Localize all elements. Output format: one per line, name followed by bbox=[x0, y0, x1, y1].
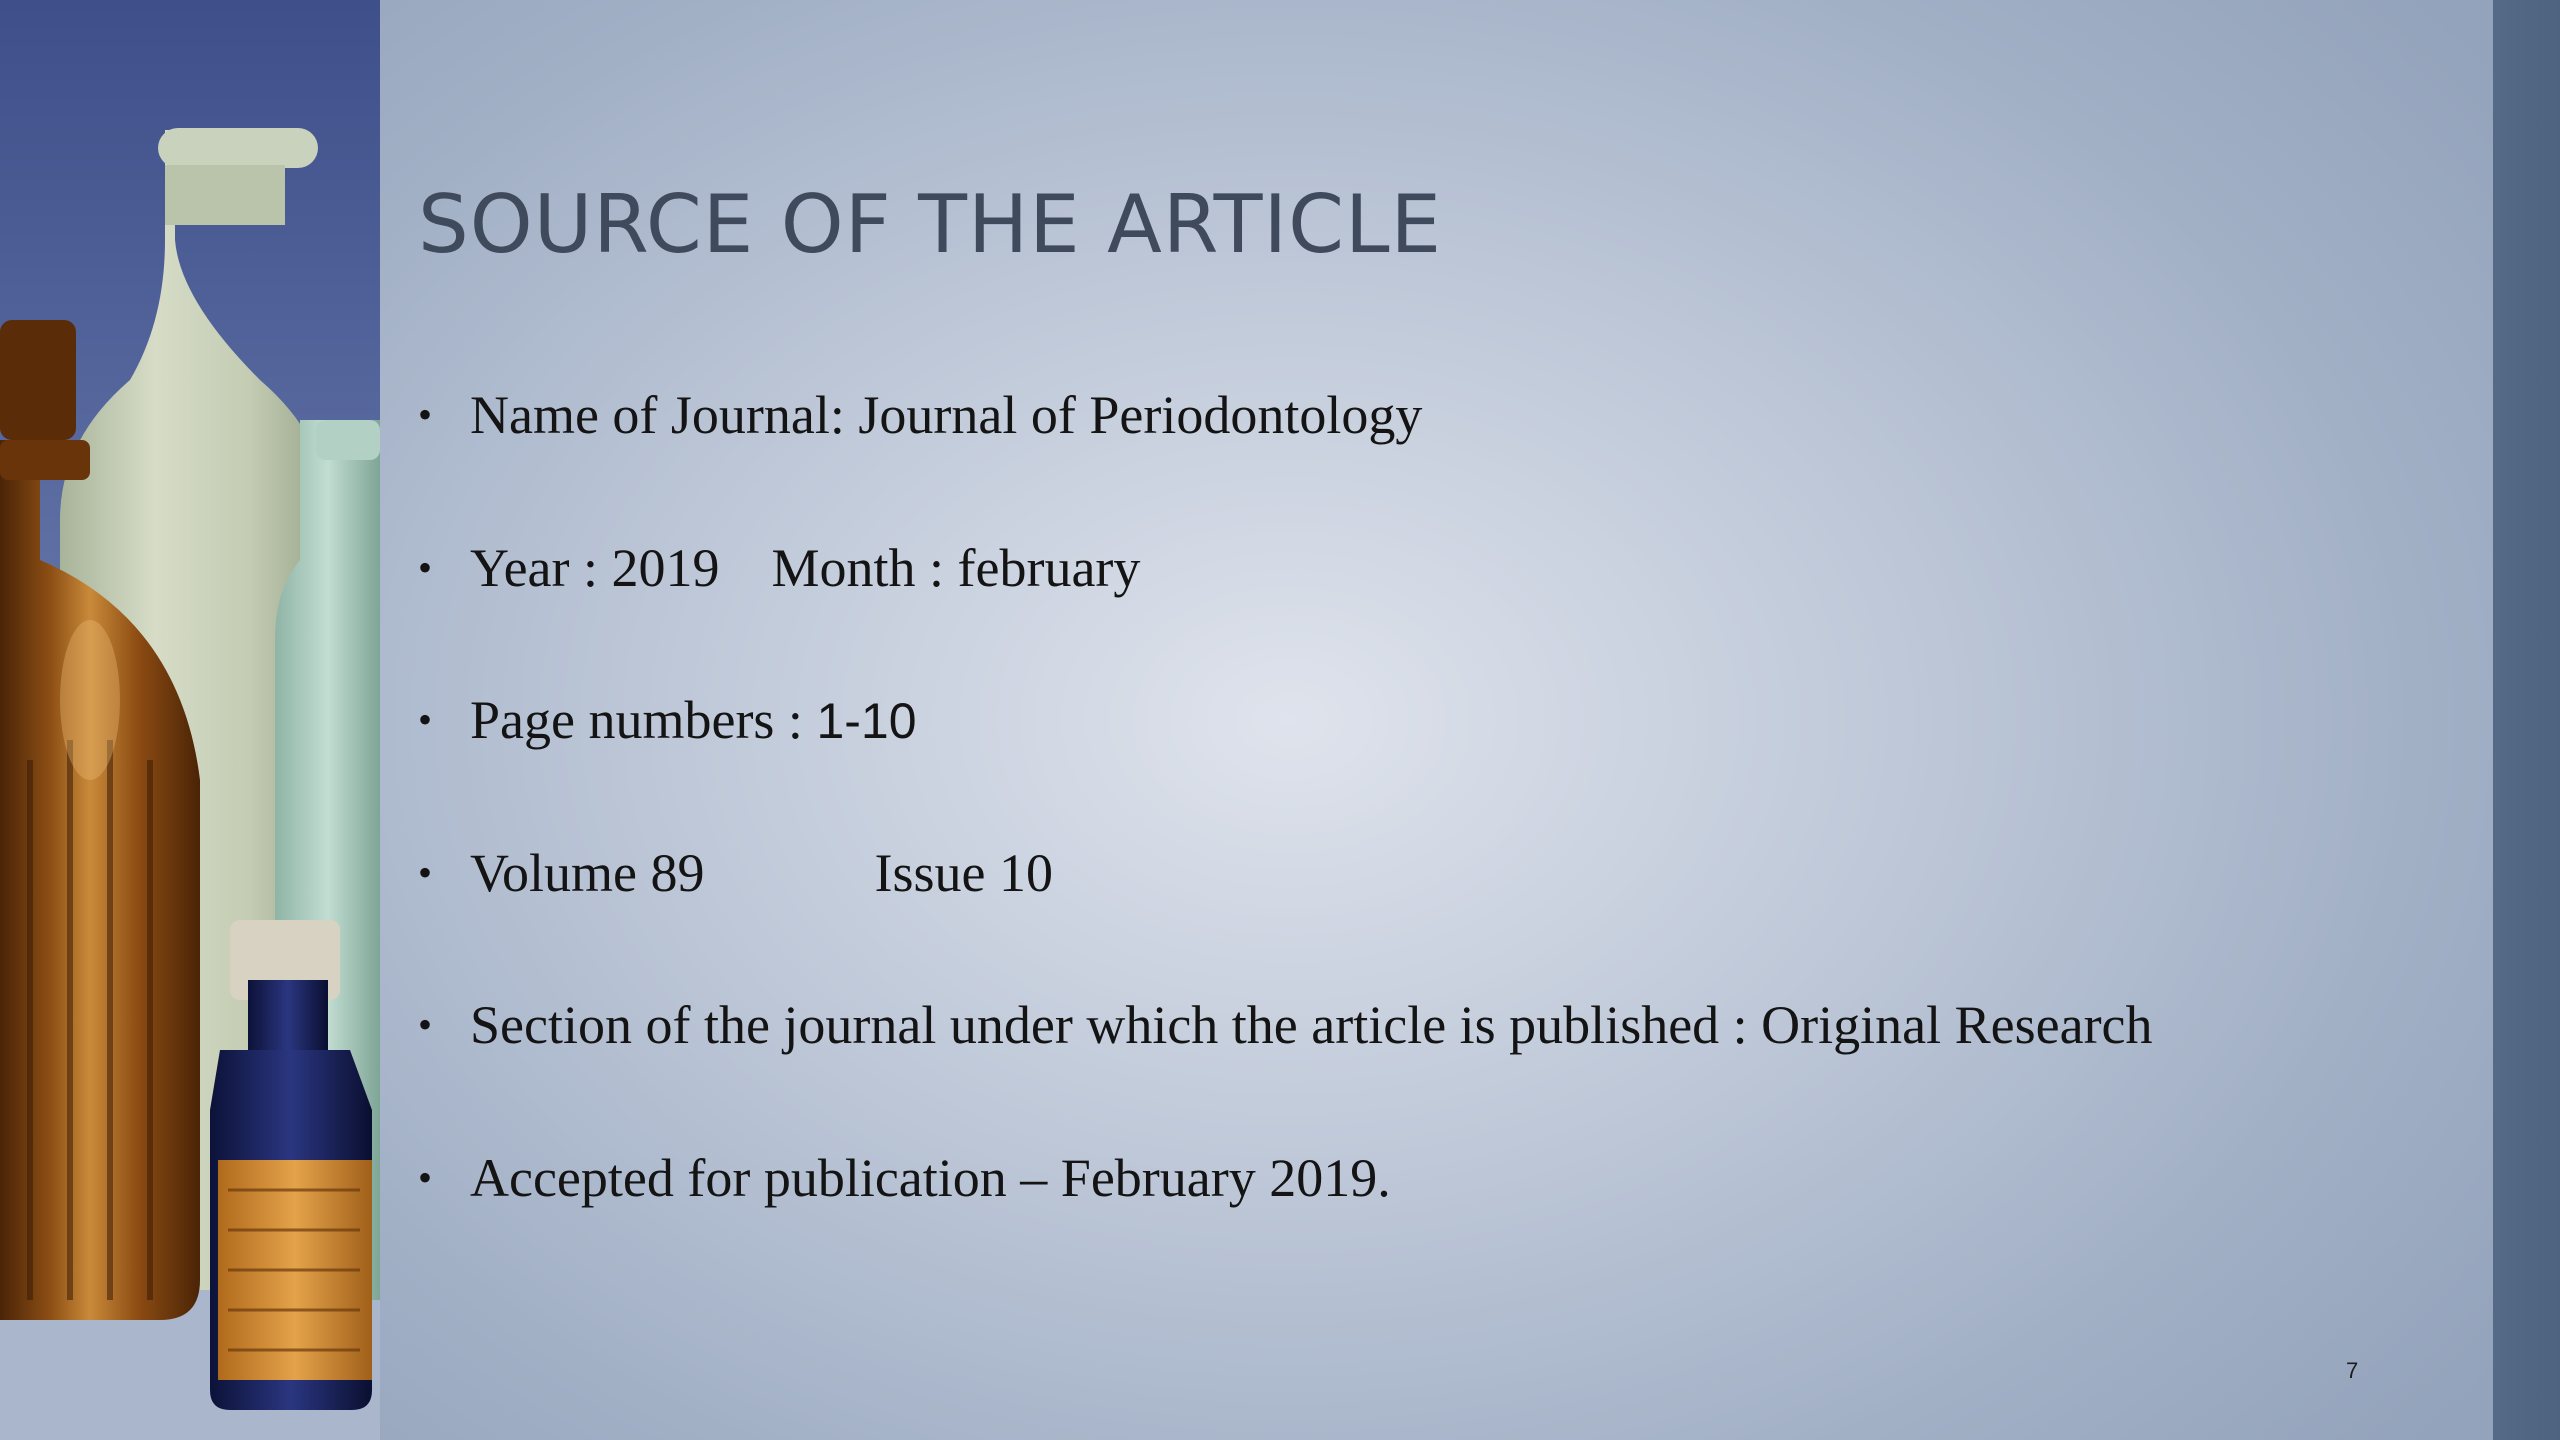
bullet-volume-issue bbox=[418, 833, 1053, 913]
bullet-icon: • bbox=[418, 545, 433, 590]
volume-text: Volume 89 bbox=[470, 843, 705, 903]
page-value: 1-10 bbox=[816, 693, 917, 749]
antique-bottles-photo bbox=[0, 0, 380, 1440]
bullet-section bbox=[418, 985, 2153, 1065]
bullet-icon: • bbox=[418, 1002, 433, 1047]
slide-title: SOURCE OF THE ARTICLE bbox=[418, 178, 1443, 271]
bullet-date bbox=[418, 528, 1140, 608]
slide-number: 7 bbox=[2346, 1358, 2359, 1383]
section-text: Section of the journal under which the article is published : Original Research bbox=[470, 995, 2153, 1055]
journal-text: Name of Journal: Journal of Periodontology bbox=[470, 385, 1423, 445]
month-text: Month : february bbox=[771, 538, 1141, 598]
accepted-text: Accepted for publication – February 2019. bbox=[470, 1148, 1391, 1208]
bullet-icon: • bbox=[418, 392, 433, 437]
bullet-accepted bbox=[418, 1138, 1391, 1218]
right-edge-strip bbox=[2493, 0, 2560, 1440]
bullet-pages bbox=[418, 680, 917, 760]
bullet-journal bbox=[418, 375, 1422, 455]
issue-text: Issue 10 bbox=[874, 843, 1053, 903]
bullet-icon: • bbox=[418, 850, 433, 895]
year-text: Year : 2019 bbox=[470, 538, 720, 598]
bullet-icon: • bbox=[418, 697, 433, 742]
page-label: Page numbers : bbox=[470, 690, 817, 750]
bullet-icon: • bbox=[418, 1155, 433, 1200]
